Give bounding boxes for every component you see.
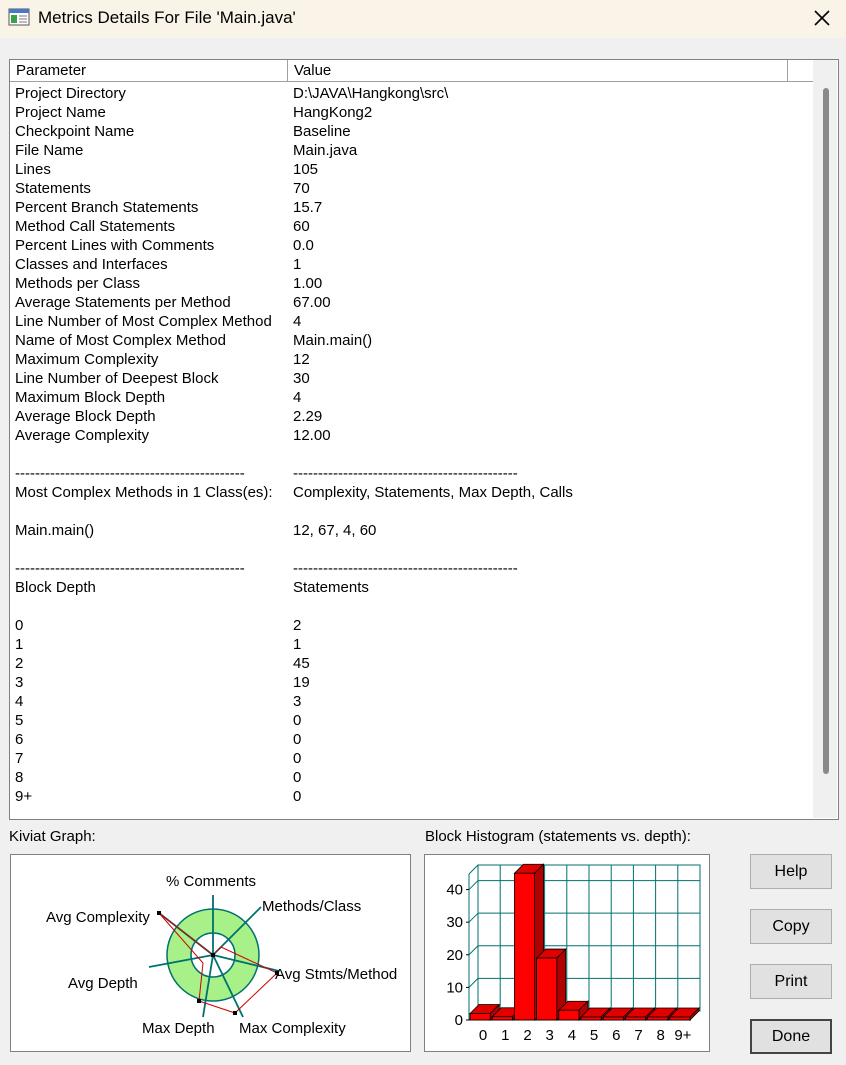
parameter-cell: Block Depth bbox=[15, 579, 96, 596]
y-tick-label: 40 bbox=[446, 881, 463, 899]
table-row[interactable] bbox=[10, 388, 810, 407]
table-row[interactable] bbox=[10, 616, 810, 635]
x-tick-label: 9+ bbox=[674, 1027, 692, 1044]
parameter-cell: 0 bbox=[15, 617, 24, 634]
y-tick-label: 20 bbox=[446, 946, 463, 964]
y-tick-label: 30 bbox=[446, 914, 463, 932]
parameter-cell: 3 bbox=[15, 674, 24, 691]
table-row[interactable] bbox=[10, 654, 810, 673]
table-row[interactable] bbox=[10, 426, 810, 445]
table-row[interactable] bbox=[10, 84, 810, 103]
parameter-cell: Methods per Class bbox=[15, 275, 141, 292]
kiviat-svg bbox=[11, 855, 410, 1051]
x-tick-label: 0 bbox=[478, 1027, 488, 1044]
value-cell: 0 bbox=[293, 750, 302, 767]
parameter-cell: Maximum Complexity bbox=[15, 351, 159, 368]
close-button[interactable] bbox=[804, 2, 840, 34]
table-row[interactable] bbox=[10, 711, 810, 730]
parameter-cell: Average Statements per Method bbox=[15, 294, 231, 311]
x-tick-label: 2 bbox=[523, 1027, 532, 1044]
metrics-rows bbox=[10, 84, 810, 806]
parameter-cell: ---------------------------------------------- bbox=[15, 465, 245, 482]
parameter-cell: 6 bbox=[15, 731, 24, 748]
table-row[interactable] bbox=[10, 521, 810, 540]
table-row[interactable] bbox=[10, 255, 810, 274]
parameter-cell: Main.main() bbox=[15, 522, 95, 539]
table-row[interactable] bbox=[10, 312, 810, 331]
parameter-cell: Percent Lines with Comments bbox=[15, 237, 215, 254]
value-cell: 3 bbox=[293, 693, 302, 710]
parameter-cell: Checkpoint Name bbox=[15, 123, 135, 140]
value-cell: 30 bbox=[293, 370, 310, 387]
parameter-cell: 2 bbox=[15, 655, 24, 672]
block-histogram bbox=[424, 854, 710, 1052]
histogram-grid bbox=[469, 865, 700, 1020]
x-tick-label: 3 bbox=[545, 1027, 554, 1044]
table-row[interactable] bbox=[10, 122, 810, 141]
copy-button[interactable]: Copy bbox=[750, 909, 832, 944]
table-row[interactable] bbox=[10, 274, 810, 293]
parameter-cell: 1 bbox=[15, 636, 24, 653]
help-button[interactable]: Help bbox=[750, 854, 832, 889]
parameter-cell: Lines bbox=[15, 161, 51, 178]
table-row[interactable] bbox=[10, 730, 810, 749]
x-tick-label: 8 bbox=[656, 1027, 665, 1044]
value-cell: D:\JAVA\Hangkong\src\ bbox=[293, 85, 449, 102]
value-cell: 0.0 bbox=[293, 237, 314, 254]
x-tick-label: 1 bbox=[501, 1027, 510, 1044]
y-tick-label: 10 bbox=[446, 979, 463, 997]
value-cell: Statements bbox=[293, 579, 369, 596]
table-row[interactable] bbox=[10, 502, 810, 521]
table-row[interactable] bbox=[10, 369, 810, 388]
value-cell: 19 bbox=[293, 674, 310, 691]
title-bar bbox=[0, 0, 846, 38]
parameter-cell: 4 bbox=[15, 693, 24, 710]
table-row[interactable] bbox=[10, 179, 810, 198]
kiviat-axis-avg-complexity: Avg Complexity bbox=[46, 909, 150, 926]
table-row[interactable] bbox=[10, 673, 810, 692]
table-row[interactable] bbox=[10, 331, 810, 350]
table-row[interactable] bbox=[10, 597, 810, 616]
value-cell: 60 bbox=[293, 218, 310, 235]
kiviat-axis-max-depth: Max Depth bbox=[142, 1020, 215, 1037]
x-tick-label: 6 bbox=[612, 1027, 621, 1044]
table-row[interactable] bbox=[10, 578, 810, 597]
value-cell: 12, 67, 4, 60 bbox=[293, 522, 377, 539]
histogram-label: Block Histogram (statements vs. depth): bbox=[425, 828, 691, 845]
table-row[interactable] bbox=[10, 464, 810, 483]
parameter-cell: Project Name bbox=[15, 104, 106, 121]
scrollbar-track[interactable] bbox=[813, 60, 837, 818]
parameter-cell: 9+ bbox=[15, 788, 33, 805]
scrollbar-thumb[interactable] bbox=[823, 88, 829, 774]
parameter-cell: Project Directory bbox=[15, 85, 126, 102]
value-cell: 2 bbox=[293, 617, 302, 634]
table-row[interactable] bbox=[10, 141, 810, 160]
x-tick-label: 5 bbox=[589, 1027, 599, 1044]
value-cell: 4 bbox=[293, 389, 302, 406]
table-row[interactable] bbox=[10, 293, 810, 312]
column-header-parameter[interactable]: Parameter bbox=[10, 60, 288, 82]
parameter-cell: Average Complexity bbox=[15, 427, 149, 444]
value-cell: 105 bbox=[293, 161, 319, 178]
table-row[interactable] bbox=[10, 103, 810, 122]
x-tick-label: 7 bbox=[634, 1027, 643, 1044]
close-icon bbox=[813, 9, 831, 27]
value-cell: 1 bbox=[293, 256, 302, 273]
table-row[interactable] bbox=[10, 540, 810, 559]
value-cell: 1 bbox=[293, 636, 302, 653]
parameter-cell: Average Block Depth bbox=[15, 408, 156, 425]
value-cell: Main.java bbox=[293, 142, 358, 159]
table-row[interactable] bbox=[10, 787, 810, 806]
kiviat-axis-max-complexity: Max Complexity bbox=[239, 1020, 346, 1037]
metrics-list[interactable] bbox=[9, 59, 839, 820]
histogram-svg bbox=[425, 855, 709, 1051]
parameter-cell: ---------------------------------------------- bbox=[15, 560, 245, 577]
parameter-cell: 5 bbox=[15, 712, 24, 729]
parameter-cell: File Name bbox=[15, 142, 84, 159]
kiviat-axis-methods-class: Methods/Class bbox=[262, 898, 362, 915]
value-cell: 0 bbox=[293, 788, 302, 805]
value-cell: --------------------------------------------- bbox=[293, 465, 518, 482]
table-row[interactable] bbox=[10, 559, 810, 578]
table-row[interactable] bbox=[10, 483, 810, 502]
parameter-cell: Percent Branch Statements bbox=[15, 199, 199, 216]
value-cell: HangKong2 bbox=[293, 104, 373, 121]
kiviat-axis-comments: % Comments bbox=[165, 873, 257, 890]
value-cell: 67.00 bbox=[293, 294, 331, 311]
column-header-filler bbox=[788, 60, 814, 82]
parameter-cell: Most Complex Methods in 1 Class(es): bbox=[15, 484, 273, 501]
parameter-cell: 8 bbox=[15, 769, 24, 786]
app-icon bbox=[8, 8, 30, 26]
table-row[interactable] bbox=[10, 160, 810, 179]
table-row[interactable] bbox=[10, 198, 810, 217]
parameter-cell: Line Number of Most Complex Method bbox=[15, 313, 272, 330]
parameter-cell: 7 bbox=[15, 750, 24, 767]
print-button[interactable]: Print bbox=[750, 964, 832, 999]
y-tick-label: 0 bbox=[454, 1012, 463, 1029]
value-cell: 12 bbox=[293, 351, 310, 368]
table-row[interactable] bbox=[10, 236, 810, 255]
table-row[interactable] bbox=[10, 217, 810, 236]
kiviat-axis-avg-depth: Avg Depth bbox=[68, 975, 138, 992]
kiviat-axis-avg-stmts: Avg Stmts/Method bbox=[275, 966, 398, 983]
table-row[interactable] bbox=[10, 350, 810, 369]
value-cell: Main.main() bbox=[293, 332, 373, 349]
x-tick-label: 4 bbox=[567, 1027, 577, 1044]
value-cell: 2.29 bbox=[293, 408, 323, 425]
value-cell: 0 bbox=[293, 712, 302, 729]
kiviat-graph bbox=[10, 854, 411, 1052]
value-cell: --------------------------------------------- bbox=[293, 560, 518, 577]
value-cell: 4 bbox=[293, 313, 302, 330]
table-row[interactable] bbox=[10, 635, 810, 654]
parameter-cell: Classes and Interfaces bbox=[15, 256, 168, 273]
value-cell: Complexity, Statements, Max Depth, Calls bbox=[293, 484, 573, 501]
value-cell: 15.7 bbox=[293, 199, 323, 216]
value-cell: 12.00 bbox=[293, 427, 331, 444]
value-cell: 1.00 bbox=[293, 275, 323, 292]
value-cell: 70 bbox=[293, 180, 310, 197]
table-row[interactable] bbox=[10, 445, 810, 464]
table-row[interactable] bbox=[10, 407, 810, 426]
value-cell: 0 bbox=[293, 769, 302, 786]
table-row[interactable] bbox=[10, 768, 810, 787]
parameter-cell: Statements bbox=[15, 180, 91, 197]
done-button[interactable]: Done bbox=[750, 1019, 832, 1054]
parameter-cell: Method Call Statements bbox=[15, 218, 176, 235]
table-row[interactable] bbox=[10, 692, 810, 711]
parameter-cell: Maximum Block Depth bbox=[15, 389, 166, 406]
table-row[interactable] bbox=[10, 749, 810, 768]
value-cell: 0 bbox=[293, 731, 302, 748]
kiviat-label: Kiviat Graph: bbox=[9, 828, 96, 845]
value-cell: Baseline bbox=[293, 123, 351, 140]
parameter-cell: Line Number of Deepest Block bbox=[15, 370, 219, 387]
window-title: Metrics Details For File 'Main.java' bbox=[38, 8, 296, 27]
value-cell: 45 bbox=[293, 655, 310, 672]
parameter-cell: Name of Most Complex Method bbox=[15, 332, 226, 349]
column-header-value[interactable]: Value bbox=[288, 60, 788, 82]
